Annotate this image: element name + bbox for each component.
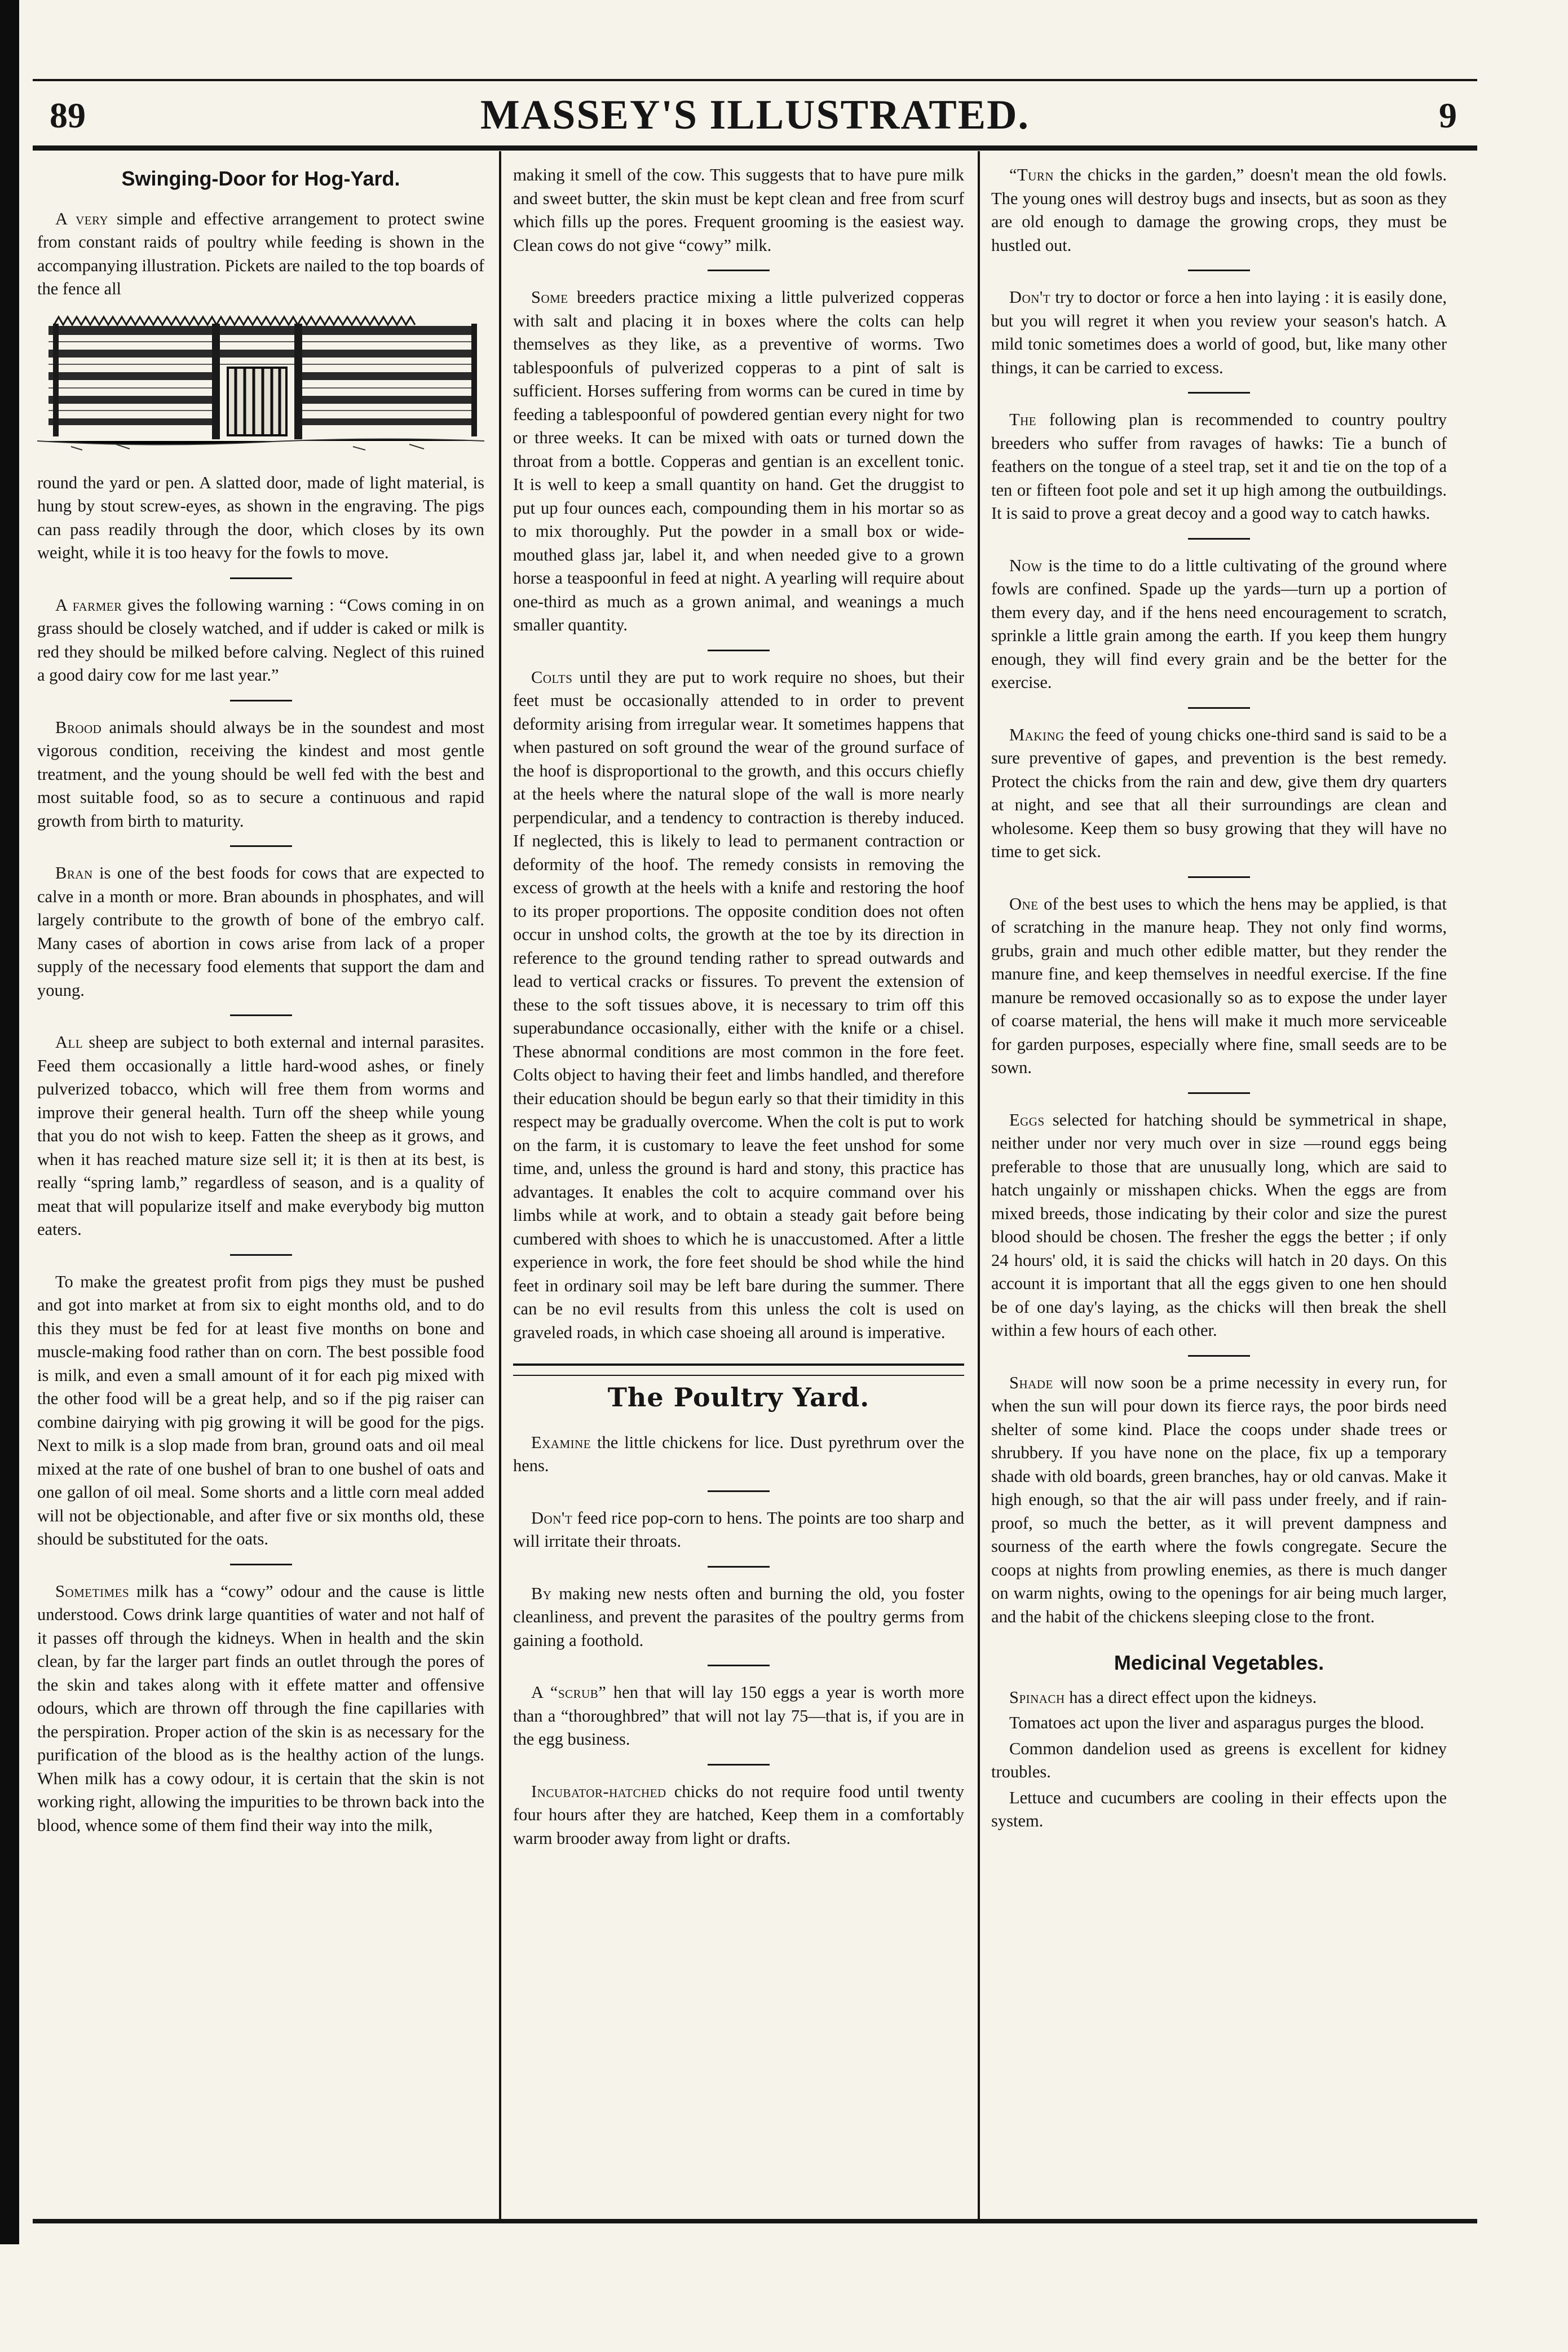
paragraph: By making new nests often and burning the old, you foster cleanliness, and prevent the parasites of the poultry germs from gaining a foothold. — [513, 1583, 964, 1650]
header-rule — [33, 145, 1477, 151]
paragraph: Sometimes milk has a “cowy” odour and the cause is little understood. Cows drink large quantities of water and not half of it passes off through the kidneys. When in health and the skin clean, by far the larger part finds an outlet through the pores of the skin and takes along with it effete matter and offensive odours, which are thrown off through the fine capillaries with the perspiration. Proper action of the skin is as necessary for the purification of the blood as is the healthy action of the lungs. When milk has a cowy odour, it is certain that the skin is not working right, allowing the impurities to be thrown back into the blood, whence some of them find their way into the milk, — [37, 1581, 484, 1835]
section-divider — [230, 577, 292, 579]
paragraph: The following plan is recommended to country poultry breeders who suffer from ravages of hawks: Tie a bunch of feathers on the tongue of a steel trap, set it and tie on the top of a ten or fifteen foot pole and set it up high among the outbuildings. It is said to prove a great decoy and a good way to catch hawks. — [991, 410, 1447, 523]
section-double-rule — [513, 1363, 964, 1376]
list-item: Common dandelion used as greens is excellent for kidney troubles. — [991, 1738, 1447, 1781]
paragraph: round the yard or pen. A slatted door, made of light material, is hung by stout screw-eyes, as shown in the engraving. The pigs can pass readily through the door, which closes by its own weight, while it is too heavy for the fowls to move. — [37, 473, 484, 562]
lead-word: A very — [55, 209, 109, 228]
paragraph: Eggs selected for hatching should be symmetrical in shape, neither under nor very much over in size —round eggs being preferable to those that are unusually long, which are said to hatch ungainly or misshapen chicks. When the eggs are from mixed breeds, those indicating by their color and size the purest blood should be chosen. The fresher the eggs the better ; if only 24 hours' old, it is said the chicks will hatch in 20 days. On this account it is important that all the eggs given to one hen should be of one day's laying, as the chicks will then break the shell within a few hours of each other. — [991, 1110, 1447, 1340]
section-divider — [708, 1490, 770, 1492]
page-number-left: 89 — [50, 95, 86, 135]
paragraph: Now is the time to do a little cultivating of the ground where fowls are confined. Spade up the yards—turn up a portion of them every day, and if the hens need encouragement to scratch, sprinkle a little grain among the earth. If you keep them hungry enough, they will find every grain and be the better for the exercise. — [991, 555, 1447, 692]
list-item: Tomatoes act upon the liver and asparagus purges the blood. — [1009, 1713, 1424, 1732]
section-divider — [1188, 392, 1250, 394]
section-divider — [708, 1566, 770, 1568]
paragraph: All sheep are subject to both external and internal parasites. Feed them occasionally a little hard-wood ashes, or finely pulverized tobacco, which will free them from worms and improve their general health. Turn off the sheep while young that you do not wish to keep. Fatten the sheep as it grows, and when it has reached mature size sell it; it is then at its best, is really “spring lamb,” regardless of season, and is a quality of meat that will popularize itself and make everybody big mutton eaters. — [37, 1032, 484, 1239]
paragraph: A farmer gives the following warning : “Cows coming in on grass should be closely watched, and if udder is caked or milk is red they should be milked before calving. Neglect of this ruined a good dairy cow for me last year.” — [37, 595, 484, 685]
paragraph: A very simple and effective arrangement to protect swine from constant raids of poultry while feeding is shown in the accompanying illustration. Pickets are nailed to the top boards of the fence all — [37, 209, 484, 298]
section-divider — [230, 700, 292, 701]
list-item: Spinach has a direct effect upon the kidneys. — [1009, 1687, 1317, 1707]
paragraph: Bran is one of the best foods for cows that are expected to calve in a month or more. Bran abounds in phosphates, and will largely contribute to the growth of bone of the embryo calf. Many cases of abortion in cows arise from lack of a proper supply of the necessary food elements that support the dam and young. — [37, 863, 484, 1000]
paragraph: Making the feed of young chicks one-third sand is said to be a sure preventive of gapes, and prevention is the best remedy. Protect the chicks from the rain and dew, give them dry quarters at night, and see that all their surroundings are clean and wholesome. Keep them so busy growing that they will have no time to get sick. — [991, 725, 1447, 861]
section-divider — [230, 1254, 292, 1256]
paragraph: “Turn the chicks in the garden,” doesn't mean the old fowls. The young ones will destroy bugs and insects, but as soon as they are old enough to damage the growing crops, they must be hustled out. — [991, 165, 1447, 255]
section-divider — [230, 1014, 292, 1016]
section-divider — [708, 1764, 770, 1766]
paragraph: Some breeders practice mixing a little pulverized copperas with salt and placing it in boxes where the colts can help themselves as they like, as a preventive of worms. Two tablespoonfuls of pulverized copperas to a pint of salt is sufficient. Horses suffering from worms can be cured in time by feeding a tablespoonful of powdered gentian every night for two or three weeks. It can be mixed with oats or turned down the throat from a bottle. Copperas and gentian is an excellent tonic. It is well to keep a small quantity on hand. Get the druggist to put up four ounces each, compounding them in his mortar so as to mix thoroughly. Put the powder in a small box or wide-mouthed glass jar, label it, and when needed give to a grown horse a teaspoonful in feed at night. A yearling will require about one-third as much as a grown animal, and weanings a much smaller quantity. — [513, 288, 964, 634]
page-number-right: 9 — [1439, 95, 1457, 135]
article-heading-medicinal-vegetables: Medicinal Vegetables. — [1114, 1651, 1324, 1674]
paragraph: Colts until they are put to work require no shoes, but their feet must be occasionally attended to in order to prevent deformity arising from irregular wear. It sometimes happens that when pastured on soft ground the wear of the ground surface of the hoof is disproportional to the growth, and this occurs chiefly at the heels where the natural slope of the wall is more nearly perpendicular, and a tendency to contraction is thereby induced. If neglected, this is likely to lead to permanent contraction or deformity of the hoof. The remedy consists in removing the excess of growth at the heels with a knife and restoring the hoof to its proper proportions. The opposite condition does not often occur in unshod colts, the growth at the toe by its direction in reference to the ground tending rather to spread outwards and lead to vertical cracks or fissures. To prevent the extension of these to the soft tissues above, it is necessary to trim off this superabundance occasionally, either with the knife or a chisel. These abnormal conditions are most common in the fore feet. Colts object to having their feet and limbs handled, and therefore their education should be begun early so that their timidity in this respect may be gradually overcome. When the colt is put to work on the farm, it is customary to leave the feet unshod for some time, and, unless the ground is hard and stony, this practice has advantages. It enables the colt to acquire command over his limbs while at work, and to obtain a steady gait before being cumbered with shoes to which he is unaccustomed. After a little experience in work, the fore feet should be shod while the hind feet in ordinary soil may be left bare during the summer. There can be no evil results from this unless the colt is used on graveled roads, in which case shoeing all around is imperative. — [513, 667, 964, 1342]
paragraph: A “scrub” hen that will lay 150 eggs a year is worth more than a “thoroughbred” that will not lay 75—that is, if you are in the egg business. — [513, 1683, 964, 1749]
paragraph: Don't try to doctor or force a hen into laying : it is easily done, but you will regret it when you review your season's hatch. A mild tonic sometimes does a world of good, but, like many other things, it can be carried to excess. — [991, 288, 1447, 377]
section-divider — [1188, 538, 1250, 540]
paragraph: making it smell of the cow. This suggests that to have pure milk and sweet butter, the skin must be kept clean and free from scurf which fills up the pores. Frequent grooming is the easiest way. Clean cows do not give “cowy” milk. — [513, 165, 964, 255]
masthead-title: MASSEY'S ILLUSTRATED. — [480, 92, 1030, 138]
page-header — [33, 85, 1477, 147]
section-divider — [1188, 1092, 1250, 1094]
hog-yard-fence-illustration — [37, 314, 484, 454]
section-divider — [230, 1564, 292, 1565]
medicinal-vegetables-list — [991, 1686, 1447, 1833]
section-divider — [1188, 876, 1250, 878]
list-item: Lettuce and cucumbers are cooling in their effects upon the system. — [991, 1788, 1447, 1830]
section-divider — [708, 650, 770, 651]
section-divider — [230, 845, 292, 847]
paragraph: To make the greatest profit from pigs they must be pushed and got into market at from six to eight months old, and to do this they must be fed for at least five months on bone and muscle-making food rather than on corn. The best possible food is milk, and even a small amount of it for each pig mixed with the other food will be a great help, and so if the pig raiser can combine dairying with pig growing it will be good for the pigs. Next to milk is a slop made from bran, ground oats and oil meal mixed at the rate of one bushel of bran to one bushel of oats and one gallon of oil meal. Some shorts and a little corn meal added will not be objectionable, and after five or six months old, these should be substituted for the oats. — [37, 1272, 484, 1548]
column-2 — [513, 164, 964, 2210]
column-1 — [37, 164, 484, 2210]
slatted-door — [228, 368, 286, 435]
paragraph: Brood animals should always be in the soundest and most vigorous condition, receiving the kindest and most gentle treatment, and the young should be well fed with the best and most suitable food, so as to secure a continuous and rapid growth from birth to maturity. — [37, 717, 484, 831]
section-divider — [708, 1665, 770, 1666]
binding-edge — [0, 0, 19, 2244]
section-divider — [708, 270, 770, 271]
paragraph: One of the best uses to which the hens may be applied, is that of scratching in the manure heap. They not only find worms, grubs, grain and much other edible matter, but they render the manure fine, and keep themselves in needful exercise. If the fine manure be removed occasionally so as to expose the under layer of coarse material, the hens will make it much more serviceable for garden purposes, especially where fine, small seeds are to be sown. — [991, 894, 1447, 1077]
section-title-poultry-yard: The Poultry Yard. — [607, 1382, 870, 1413]
top-rule — [33, 79, 1477, 81]
section-divider — [1188, 707, 1250, 709]
article-heading-hog-yard: Swinging-Door for Hog-Yard. — [121, 167, 400, 190]
paragraph: Shade will now soon be a prime necessity in every run, for when the sun will pour down its fierce rays, the poor birds need shelter of some kind. Place the coops under shade trees or shrubbery. If you have none on the place, fix up a temporary shade with old boards, green branches, hay or old canvas. Make it high enough, so that the air will pass under freely, and if rain-proof, so much the better, as it will prevent dampness and sourness of the earth where the fowls congregate. Secure the coops at nights from prowling enemies, as there is much danger on warm nights, owing to the openings for air being much larger, and the habit of the chickens sleeping close to the front. — [991, 1373, 1447, 1626]
paragraph: Examine the little chickens for lice. Dust pyrethrum over the hens. — [513, 1432, 964, 1475]
column-rule-2 — [978, 151, 980, 2219]
section-divider — [1188, 270, 1250, 271]
column-rule-1 — [499, 151, 501, 2219]
paragraph: Incubator-hatched chicks do not require food until twenty four hours after they are hatched, Keep them in a comfortably warm brooder away from light or drafts. — [513, 1781, 964, 1848]
bottom-rule — [33, 2219, 1477, 2223]
paragraph: Don't feed rice pop-corn to hens. The points are too sharp and will irritate their throats. — [513, 1508, 964, 1551]
column-3 — [991, 164, 1447, 2210]
section-divider — [1188, 1355, 1250, 1357]
